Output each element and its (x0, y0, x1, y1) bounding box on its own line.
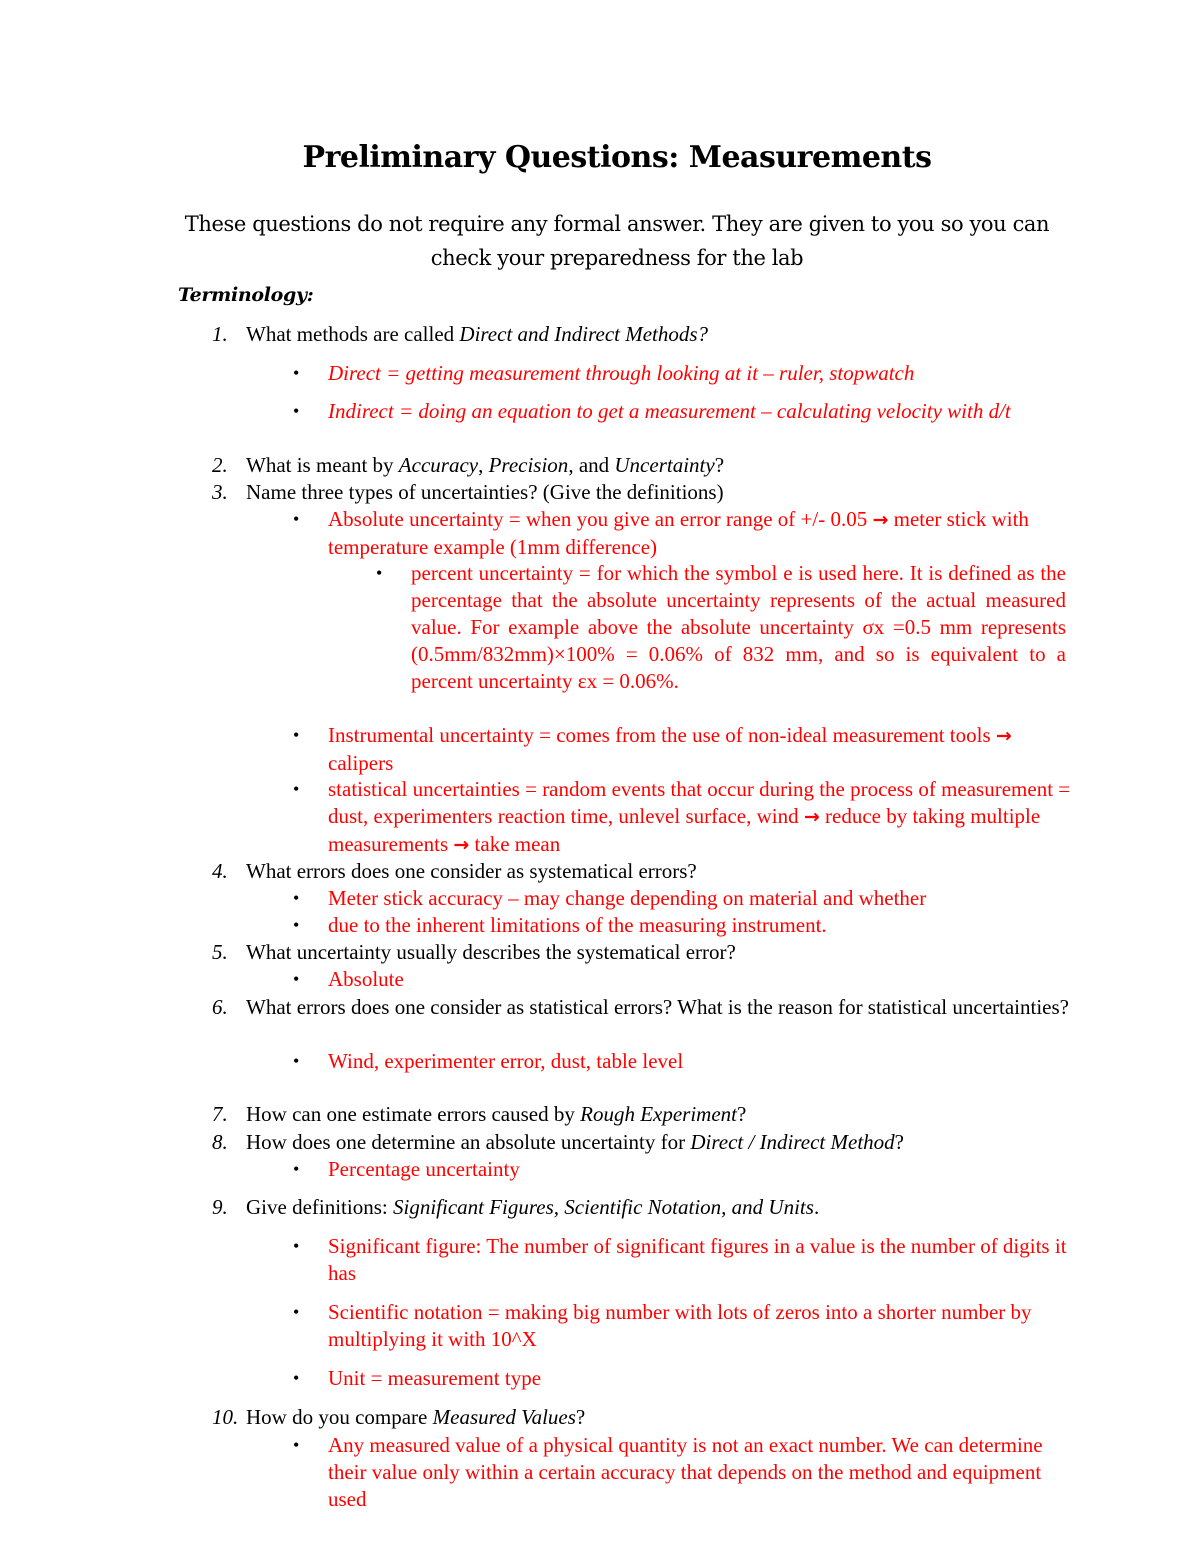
bullet: • (293, 888, 300, 908)
terminology-heading: Terminology: (178, 284, 314, 306)
answer-8: Percentage uncertainty (328, 1157, 520, 1181)
question-number-3: 3. (212, 480, 228, 504)
question-number-7: 7. (212, 1102, 228, 1126)
question-9: Give definitions: Significant Figures, Scientific Notation, and Units. (246, 1195, 820, 1219)
bullet: • (293, 1236, 300, 1256)
right-arrow-icon: → (453, 834, 470, 856)
answer-4-line-2: due to the inherent limitations of the measuring instrument. (328, 913, 827, 937)
answer-4-line-1: Meter stick accuracy – may change depending on material and whether (328, 886, 927, 910)
page-subtitle: These questions do not require any formal answer. They are given to you so you can check your preparedness for the lab (184, 212, 1050, 270)
answer-3-percent: percent uncertainty = for which the symbol e is used here. It is defined as the percentage that the absolute uncertainty represents of the actual measured value. For example above the absolute uncertainty σx =0.5 mm represents (0.5mm/832mm)×100% = 0.06% of 832 mm, and so is equivalent to a percent uncertainty εx = 0.06%. (411, 561, 1066, 693)
question-3: Name three types of uncertainties? (Give the definitions) (246, 480, 724, 504)
answer-5: Absolute (328, 967, 404, 991)
bullet: • (293, 1368, 300, 1388)
answer-9-unit: Unit = measurement type (328, 1366, 542, 1390)
sub-bullet: • (376, 563, 383, 583)
question-10: How do you compare Measured Values? (246, 1405, 586, 1429)
bullet: • (293, 969, 300, 989)
bullet: • (293, 915, 300, 935)
answer-3-statistical: statistical uncertainties = random events that occur during the process of measurement = dust, experimenters reaction time, unlevel surface, wind → reduce by taking multiple measurements → take mean (328, 777, 1071, 856)
answer-1-direct: Direct = getting measurement through looking at it – ruler, stopwatch (328, 361, 915, 385)
answer-9-scientific-notation: Scientific notation = making big number with lots of zeros into a shorter number by multiplying it with 10^X (328, 1300, 1032, 1351)
question-number-2: 2. (212, 453, 228, 477)
question-number-5: 5. (212, 940, 228, 964)
answer-3-instrumental: Instrumental uncertainty = comes from the use of non-ideal measurement tools → calipers (328, 723, 1012, 775)
question-number-9: 9. (212, 1195, 228, 1219)
bullet: • (293, 509, 300, 529)
question-number-10: 10. (212, 1405, 239, 1429)
right-arrow-icon: → (872, 509, 889, 531)
answer-3-absolute: Absolute uncertainty = when you give an error range of +/- 0.05 → meter stick with temperature example (1mm difference) (328, 507, 1029, 559)
right-arrow-icon: → (803, 806, 820, 828)
bullet: • (293, 1302, 300, 1322)
question-8: How does one determine an absolute uncertainty for Direct / Indirect Method? (246, 1130, 904, 1154)
answer-6: Wind, experimenter error, dust, table level (328, 1049, 684, 1073)
question-5: What uncertainty usually describes the systematical error? (246, 940, 736, 964)
answer-9-significant-figure: Significant figure: The number of significant figures in a value is the number of digits it has (328, 1234, 1067, 1285)
bullet: • (293, 725, 300, 745)
question-1: What methods are called Direct and Indirect Methods? (246, 322, 709, 346)
bullet: • (293, 1435, 300, 1455)
answer-1-indirect: Indirect = doing an equation to get a measurement – calculating velocity with d/t (328, 399, 1011, 423)
question-2: What is meant by Accuracy, Precision, and Uncertainty? (246, 453, 725, 477)
page-title: Preliminary Questions: Measurements (302, 140, 932, 175)
question-number-1: 1. (212, 322, 228, 346)
question-6: What errors does one consider as statistical errors? What is the reason for statistical uncertainties? (246, 995, 1069, 1019)
bullet: • (293, 363, 300, 383)
bullet: • (293, 1051, 300, 1071)
question-number-4: 4. (212, 859, 228, 883)
bullet: • (293, 1159, 300, 1179)
question-number-8: 8. (212, 1130, 228, 1154)
question-number-6: 6. (212, 995, 228, 1019)
question-7: How can one estimate errors caused by Rough Experiment? (246, 1102, 747, 1126)
bullet: • (293, 779, 300, 799)
answer-10: Any measured value of a physical quantity is not an exact number. We can determine their value only within a certain accuracy that depends on the method and equipment used (328, 1433, 1043, 1511)
right-arrow-icon: → (995, 725, 1012, 747)
question-4: What errors does one consider as systematical errors? (246, 859, 697, 883)
bullet: • (293, 401, 300, 421)
